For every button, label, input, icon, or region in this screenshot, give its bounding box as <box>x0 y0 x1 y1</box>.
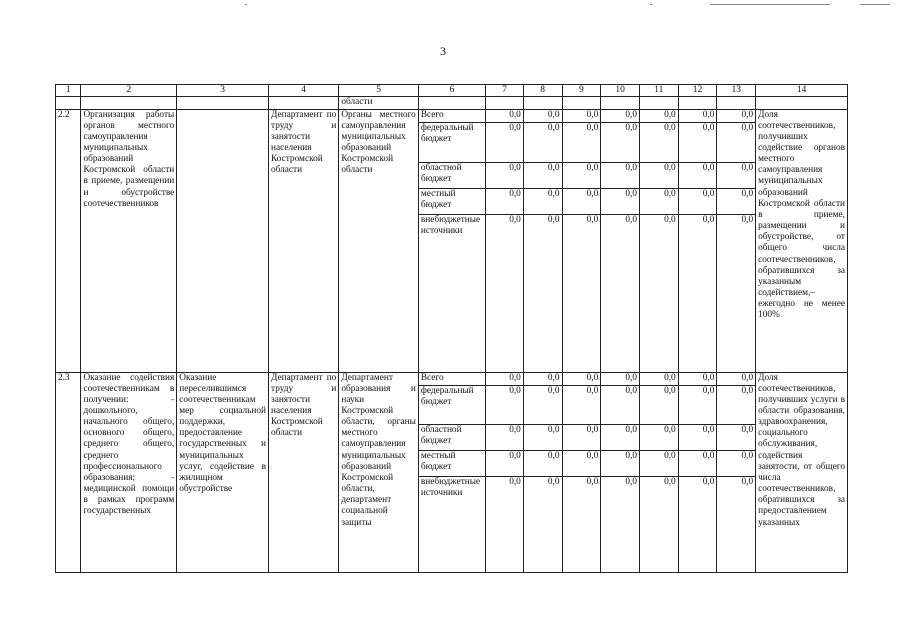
funding-source-label: местный бюджет <box>418 450 485 476</box>
funding-value: 0,0 <box>717 424 756 450</box>
funding-value: 0,0 <box>717 450 756 476</box>
funding-source-label: Всего <box>418 372 485 385</box>
column-number-14: 14 <box>756 85 848 97</box>
funding-value: 0,0 <box>486 424 524 450</box>
column-number-2: 2 <box>81 85 177 97</box>
target-indicator: Доля соотечественников, получивших содействие органов местного самоуправления муниципальных образований Костромской области в приеме, размещении и обустройстве, от общего числа соотечественников, обратившихся за указанным содействием,– ежегодно не менее 100% <box>756 109 848 372</box>
funding-value: 0,0 <box>717 162 756 188</box>
row-number: 2.2 <box>56 109 81 372</box>
funding-value: 0,0 <box>523 385 562 424</box>
funding-value: 0,0 <box>678 424 717 450</box>
funding-value: 0,0 <box>562 424 601 450</box>
funding-value: 0,0 <box>678 450 717 476</box>
funding-value: 0,0 <box>639 424 678 450</box>
funding-value: 0,0 <box>639 385 678 424</box>
funding-source-label: Всего <box>418 109 485 122</box>
target-indicator: Доля соотечественников, получивших услуги в области образования, здравоохранения, социального обслуживания, содействия занятости, от общего числа соотечественников, обратившихся за предоставлением указанных <box>756 372 848 572</box>
column-number-11: 11 <box>639 85 678 97</box>
funding-value: 0,0 <box>639 162 678 188</box>
funding-source-label: местный бюджет <box>418 188 485 214</box>
funding-value: 0,0 <box>523 372 562 385</box>
funding-value: 0,0 <box>639 476 678 572</box>
funding-value: 0,0 <box>523 122 562 162</box>
carry-over-cell <box>523 97 562 109</box>
funding-value: 0,0 <box>523 214 562 372</box>
funding-value: 0,0 <box>601 385 640 424</box>
carry-over-cell <box>639 97 678 109</box>
column-number-13: 13 <box>717 85 756 97</box>
funding-value: 0,0 <box>562 162 601 188</box>
column-number-9: 9 <box>562 85 601 97</box>
funding-value: 0,0 <box>486 109 524 122</box>
funding-value: 0,0 <box>562 385 601 424</box>
funding-value: 0,0 <box>486 188 524 214</box>
funding-value: 0,0 <box>601 188 640 214</box>
funding-value: 0,0 <box>678 162 717 188</box>
funding-value: 0,0 <box>601 372 640 385</box>
carry-over-cell <box>601 97 640 109</box>
funding-source-label: внебюджетные источники <box>418 214 485 372</box>
funding-value: 0,0 <box>486 162 524 188</box>
executor: Департамент по труду и занятости населения Костромской области <box>269 372 339 572</box>
funding-value: 0,0 <box>486 476 524 572</box>
header-row <box>56 85 848 97</box>
program-table <box>55 84 848 573</box>
carry-over-cell <box>269 97 339 109</box>
funding-value: 0,0 <box>639 122 678 162</box>
funding-value: 0,0 <box>523 476 562 572</box>
funding-value: 0,0 <box>486 214 524 372</box>
funding-value: 0,0 <box>639 109 678 122</box>
funding-source-label: областной бюджет <box>418 424 485 450</box>
funding-value: 0,0 <box>523 188 562 214</box>
funding-value: 0,0 <box>678 476 717 572</box>
funding-value: 0,0 <box>562 109 601 122</box>
page-number: 3 <box>440 44 446 58</box>
funding-value: 0,0 <box>486 372 524 385</box>
funding-value: 0,0 <box>601 162 640 188</box>
carry-over-cell <box>486 97 524 109</box>
funding-value: 0,0 <box>717 188 756 214</box>
table-row <box>56 109 848 122</box>
funding-value: 0,0 <box>523 424 562 450</box>
column-number-12: 12 <box>678 85 717 97</box>
carry-over-cell <box>418 97 485 109</box>
scan-marks <box>0 0 905 12</box>
carry-over-row <box>56 97 848 109</box>
table-row <box>56 372 848 385</box>
measure-name: Оказание содействия соотечественникам в получении: - дошкольного, начального общего, основного общего, среднего общего, среднего профессионального образования; - медицинской помощи в рамках программ государственных <box>81 372 177 572</box>
column-number-4: 4 <box>269 85 339 97</box>
funding-source-label: внебюджетные источники <box>418 476 485 572</box>
funding-value: 0,0 <box>562 188 601 214</box>
funding-value: 0,0 <box>486 385 524 424</box>
funding-value: 0,0 <box>601 109 640 122</box>
measure-name: Организация работы органов местного самоуправления муниципальных образований Костромской области в приеме, размещении и обустройстве соотечественников <box>81 109 177 372</box>
column-number-5: 5 <box>339 85 419 97</box>
carry-over-cell <box>678 97 717 109</box>
carry-over-cell <box>717 97 756 109</box>
measure-content: Оказание переселившимся соотечественникам мер социальной поддержки, предоставление государственных и муниципальных услуг, содействие в жилищном обустройстве <box>177 372 269 572</box>
column-number-1: 1 <box>56 85 81 97</box>
executor: Департамент по труду и занятости населения Костромской области <box>269 109 339 372</box>
funding-value: 0,0 <box>486 122 524 162</box>
funding-value: 0,0 <box>639 450 678 476</box>
funding-value: 0,0 <box>678 385 717 424</box>
funding-value: 0,0 <box>562 214 601 372</box>
funding-value: 0,0 <box>717 109 756 122</box>
funding-value: 0,0 <box>562 450 601 476</box>
funding-value: 0,0 <box>639 214 678 372</box>
funding-value: 0,0 <box>678 188 717 214</box>
funding-source-label: федеральный бюджет <box>418 122 485 162</box>
column-number-7: 7 <box>486 85 524 97</box>
measure-content <box>177 109 269 372</box>
funding-value: 0,0 <box>717 385 756 424</box>
column-number-6: 6 <box>418 85 485 97</box>
funding-value: 0,0 <box>678 109 717 122</box>
column-number-10: 10 <box>601 85 640 97</box>
funding-value: 0,0 <box>717 372 756 385</box>
funding-value: 0,0 <box>523 162 562 188</box>
carry-over-cell <box>56 97 81 109</box>
carry-over-cell <box>177 97 269 109</box>
funding-value: 0,0 <box>601 424 640 450</box>
funding-value: 0,0 <box>523 450 562 476</box>
funding-value: 0,0 <box>601 450 640 476</box>
funding-value: 0,0 <box>523 109 562 122</box>
funding-value: 0,0 <box>562 476 601 572</box>
funding-value: 0,0 <box>678 372 717 385</box>
funding-value: 0,0 <box>601 122 640 162</box>
funding-value: 0,0 <box>601 214 640 372</box>
carry-over-cell <box>81 97 177 109</box>
row-number: 2.3 <box>56 372 81 572</box>
funding-value: 0,0 <box>486 450 524 476</box>
funding-value: 0,0 <box>639 372 678 385</box>
participant: Департамент образования и науки Костромской области, органы местного самоуправления муниципальных образований Костромской области, департамент социальной защиты <box>339 372 419 572</box>
funding-value: 0,0 <box>601 476 640 572</box>
funding-value: 0,0 <box>678 122 717 162</box>
funding-source-label: областной бюджет <box>418 162 485 188</box>
funding-value: 0,0 <box>717 122 756 162</box>
funding-value: 0,0 <box>639 188 678 214</box>
carry-over-cell <box>756 97 848 109</box>
column-number-3: 3 <box>177 85 269 97</box>
column-number-8: 8 <box>523 85 562 97</box>
carry-over-text: области <box>339 97 419 109</box>
participant: Органы местного самоуправления муниципальных образований Костромской области <box>339 109 419 372</box>
funding-value: 0,0 <box>717 476 756 572</box>
carry-over-cell <box>562 97 601 109</box>
funding-value: 0,0 <box>678 214 717 372</box>
funding-value: 0,0 <box>562 372 601 385</box>
funding-value: 0,0 <box>562 122 601 162</box>
funding-value: 0,0 <box>717 214 756 372</box>
funding-source-label: федеральный бюджет <box>418 385 485 424</box>
